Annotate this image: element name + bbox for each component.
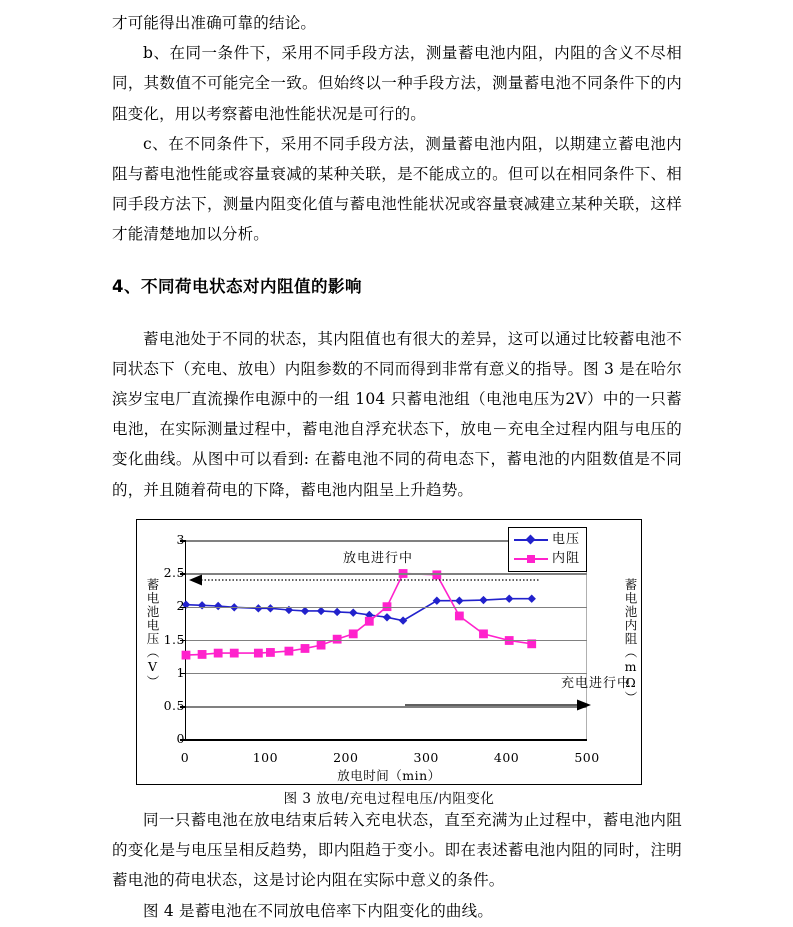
discharge-arrow-icon bbox=[189, 573, 539, 587]
data-point-marker bbox=[479, 629, 488, 638]
x-axis-tick-label: 500 bbox=[574, 750, 600, 765]
data-point-marker bbox=[349, 629, 358, 638]
paragraph-1: b、在同一条件下，采用不同手段方法，测量蓄电池内阻，内阻的含义不尽相同，其数值不可能完全一致。但始终以一种手段方法，测量蓄电池不同条件下的内阻变化，用以考察蓄电池性能状况是可行的。 bbox=[112, 44, 682, 123]
spacer bbox=[112, 312, 682, 324]
data-point-marker bbox=[198, 601, 206, 609]
y-axis-tick-label: 3 bbox=[176, 532, 185, 547]
x-axis-title: 放电时间（min） bbox=[337, 768, 441, 783]
paragraph-2: c、在不同条件下，采用不同手段方法，测量蓄电池内阻，以期建立蓄电池内阻与蓄电池性能或容量衰减的某种关联，是不能成立的。但可以在相同条件下、相同手段方法下，测量内阻变化值与蓄电池性能状况或容量衰减建立某种关联，这样才能清楚地加以分析。 bbox=[112, 134, 682, 244]
data-point-marker bbox=[333, 608, 341, 616]
charge-arrow-icon bbox=[405, 698, 591, 712]
annotation-discharge-label: 放电进行中 bbox=[343, 551, 414, 566]
data-point-marker bbox=[285, 647, 294, 656]
y-axis-tick-label: 2.5 bbox=[163, 565, 185, 581]
data-point-marker bbox=[254, 649, 263, 658]
section-heading: 4、不同荷电状态对内阻值的影响 bbox=[112, 276, 362, 296]
x-axis-tick-label: 100 bbox=[252, 750, 279, 765]
x-axis-tick-label: 200 bbox=[333, 750, 359, 765]
data-point-marker bbox=[528, 595, 536, 603]
chart-frame bbox=[136, 519, 642, 785]
y-axis-tick-label: 2 bbox=[176, 598, 185, 614]
y-axis-title-left: 蓄电池电压（V） bbox=[145, 578, 160, 689]
data-point-marker bbox=[266, 604, 274, 612]
data-point-marker bbox=[254, 604, 262, 612]
x-axis-tick-label: 300 bbox=[413, 750, 439, 765]
data-point-marker bbox=[505, 595, 513, 603]
body-text-column-after bbox=[112, 805, 682, 926]
x-axis-tick-label: 0 bbox=[180, 750, 190, 765]
legend-label-voltage: 电压 bbox=[551, 532, 580, 547]
paragraph-intro: 蓄电池处于不同的状态，其内阻值也有很大的差异，这可以通过比较蓄电池不同状态下（充电、放电）内阻参数的不同而得到非常有意义的指导。图 3 是在哈尔滨岁宝电厂直流操作电源中的一组 104 只蓄电池组（电池电压为2V）中的一只蓄电池，在实际测量过程中，蓄电池自浮充状态下，放电－充电全过程内阻与电压的变化曲线。从图中可以看到: 在蓄电池不同的荷电态下，蓄电池的内阻数值是不同的，并且随着荷电的下降，蓄电池内阻呈上升趋势。 bbox=[112, 329, 682, 499]
gridline bbox=[186, 607, 587, 609]
data-point-marker bbox=[198, 650, 207, 659]
legend-item-voltage bbox=[514, 530, 580, 549]
figure-caption: 图 3 放电/充电过程电压/内阻变化 bbox=[283, 791, 495, 807]
y-axis-tick-label: 1 bbox=[176, 664, 185, 680]
figure-3 bbox=[136, 519, 642, 785]
data-point-marker bbox=[455, 597, 463, 605]
data-point-marker bbox=[365, 617, 374, 626]
legend-marker-resistance-icon bbox=[514, 554, 548, 564]
data-point-marker bbox=[301, 644, 310, 653]
legend-item-resistance bbox=[514, 549, 580, 568]
gridline bbox=[186, 673, 587, 675]
data-point-marker bbox=[433, 597, 441, 605]
y-axis-tick-label: 1.5 bbox=[163, 631, 185, 647]
x-axis-tick-label: 400 bbox=[493, 750, 520, 765]
gridline bbox=[186, 640, 587, 642]
y-axis-tick-label: 0.5 bbox=[163, 697, 185, 713]
paragraph-after-0: 同一只蓄电池在放电结束后转入充电状态，直至充满为止过程中，蓄电池内阻的变化是与电压呈相反趋势，即内阻趋于变小。即在表述蓄电池内阻的同时，注明蓄电池的荷电状态，这是讨论内阻在实际中意义的条件。 bbox=[112, 811, 682, 890]
gridline bbox=[186, 739, 587, 741]
data-point-marker bbox=[182, 651, 191, 660]
y-axis-title-right: 蓄电池内阻（mΩ） bbox=[623, 578, 638, 705]
y-axis-tick-label: 0 bbox=[176, 731, 185, 746]
data-point-marker bbox=[479, 596, 487, 604]
legend-marker-voltage-icon bbox=[514, 535, 548, 545]
paragraph-after-1: 图 4 是蓄电池在不同放电倍率下内阻变化的曲线。 bbox=[143, 901, 494, 920]
data-point-marker bbox=[349, 608, 357, 616]
chart-legend bbox=[508, 527, 587, 572]
data-point-marker bbox=[399, 616, 407, 624]
data-point-marker bbox=[383, 613, 391, 621]
data-point-marker bbox=[266, 648, 275, 657]
paragraph-0: 才可能得出准确可靠的结论。 bbox=[112, 14, 317, 32]
data-point-marker bbox=[230, 649, 239, 658]
series-line bbox=[186, 599, 532, 621]
data-point-marker bbox=[455, 612, 464, 621]
data-point-marker bbox=[214, 649, 223, 658]
annotation-charge-label: 充电进行中 bbox=[561, 676, 632, 691]
legend-label-resistance: 内阻 bbox=[551, 551, 580, 566]
data-point-marker bbox=[317, 641, 326, 650]
body-text-column bbox=[112, 8, 682, 505]
